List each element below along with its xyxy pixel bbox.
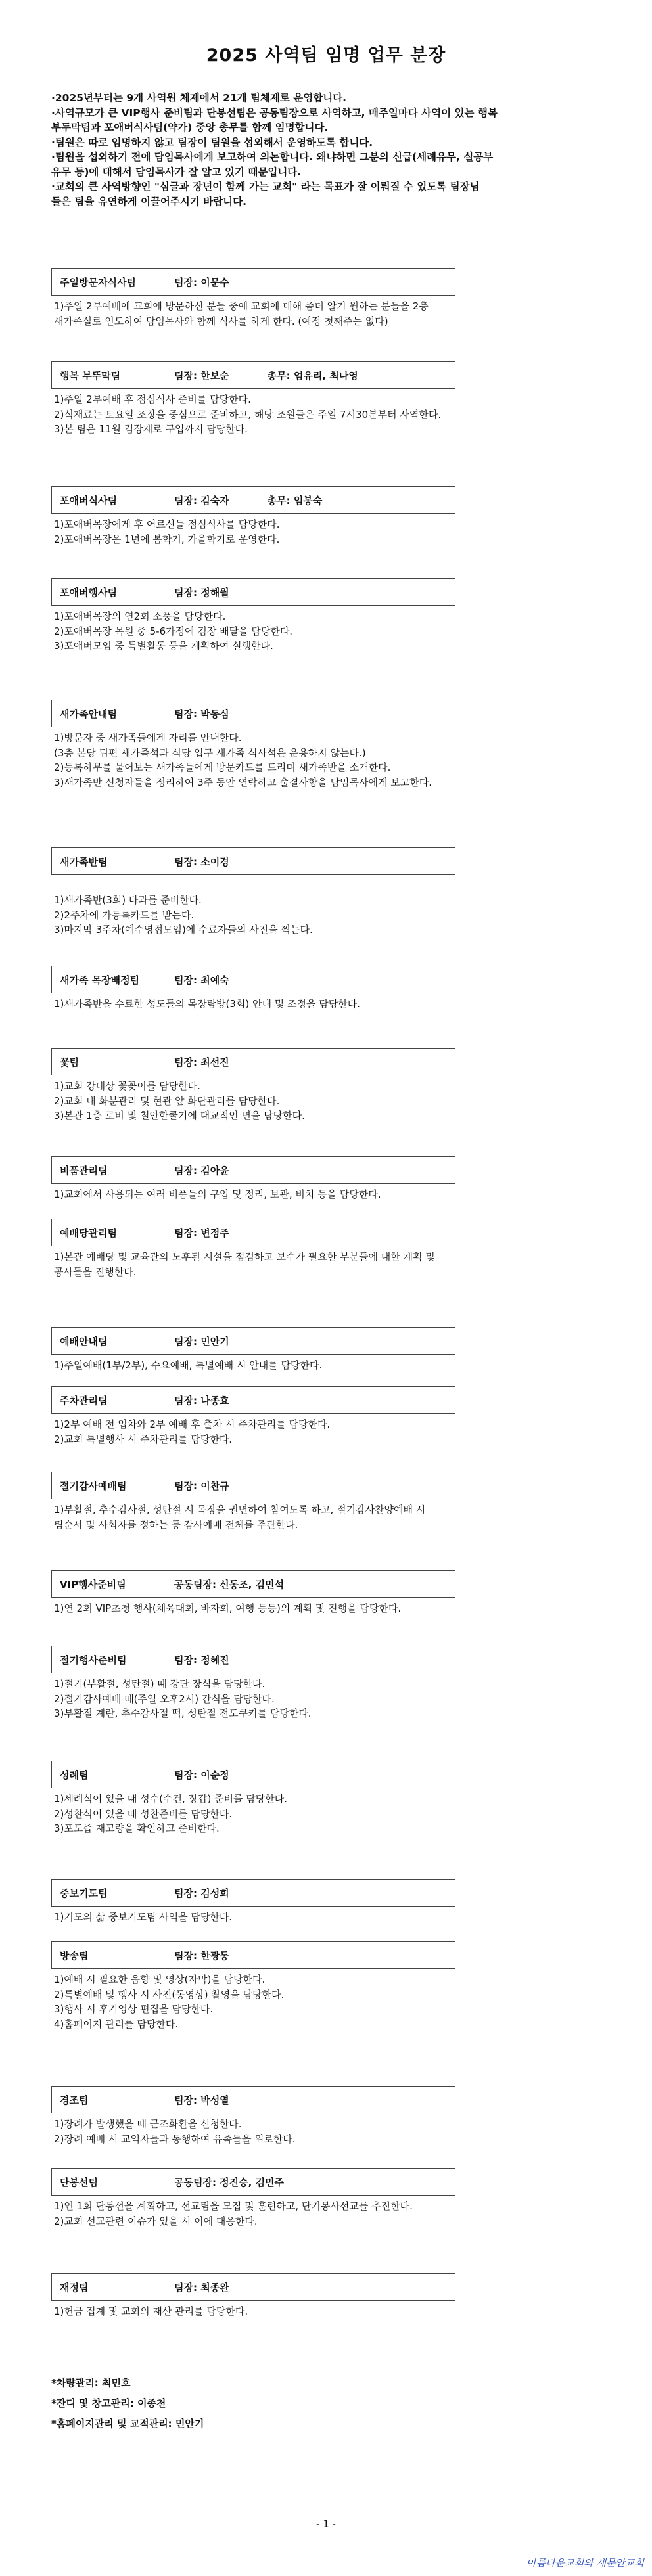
intro-line: 들은 팀을 유연하게 이끌어주시기 바랍니다. bbox=[51, 195, 246, 208]
team-header bbox=[51, 578, 455, 606]
duty-line: 새가족실로 인도하여 담임목사와 함께 식사를 하게 한다. (예정 첫째주는 없다) bbox=[54, 315, 388, 327]
duty-line: 2)성찬식이 있을 때 성찬준비를 담당한다. bbox=[54, 1807, 233, 1820]
duty-line: 2)교회 특별행사 시 주차관리를 담당한다. bbox=[54, 1433, 233, 1445]
team-header bbox=[51, 2086, 455, 2113]
team-leader: 팀장: 나종효 bbox=[174, 1394, 229, 1407]
duty-line: 2)교회 선교관련 이슈가 있을 시 이에 대응한다. bbox=[54, 2215, 258, 2227]
duty-line: 2)절기감사예배 때(주일 오후2시) 간식을 담당한다. bbox=[54, 1692, 275, 1705]
team-leader: 팀장: 최예숙 bbox=[174, 974, 229, 986]
team-header bbox=[51, 1219, 455, 1246]
duty-line: 2)식재료는 토요일 조장을 중심으로 준비하고, 해당 조원들은 주일 7시30분부터 사역한다. bbox=[54, 408, 442, 420]
team-block bbox=[51, 966, 601, 1012]
intro-line: 부두막팀과 포애버식사팀(약가) 중앙 총무를 함께 임명합니다. bbox=[51, 122, 329, 133]
team-leader: 팀장: 김아윤 bbox=[174, 1164, 229, 1177]
footer-note: *홈페이지관리 및 교적관리: 민안기 bbox=[51, 2418, 204, 2429]
team-duties bbox=[51, 299, 601, 328]
team-header bbox=[51, 1386, 455, 1414]
team-duties bbox=[51, 1250, 601, 1279]
duty-line: 1)방문자 중 새가족들에게 자리를 안내한다. bbox=[54, 732, 242, 744]
duty-line: 2)장례 예배 시 교역자들과 동행하여 유족들을 위로한다. bbox=[54, 2133, 296, 2145]
team-leader: 팀장: 김성희 bbox=[174, 1887, 229, 1899]
team-duties bbox=[51, 2117, 601, 2146]
team-header bbox=[51, 486, 455, 514]
team-leader: 팀장: 박성열 bbox=[174, 2094, 229, 2106]
team-block bbox=[51, 486, 601, 547]
team-block bbox=[51, 1570, 601, 1616]
team-header bbox=[51, 1156, 455, 1184]
duty-line: 1)장례가 발생했을 때 근조화환을 신청한다. bbox=[54, 2118, 242, 2130]
team-block bbox=[51, 2168, 601, 2228]
team-duties bbox=[51, 1972, 601, 2031]
team-block bbox=[51, 1761, 601, 1836]
team-header bbox=[51, 966, 455, 993]
duty-line: 3)새가족반 신청자들을 정리하여 3주 동안 연락하고 출결사항을 담임목사에게 보고한다. bbox=[54, 776, 432, 788]
duty-line: 1)본관 예배당 및 교육관의 노후된 시설을 점검하고 보수가 필요한 부분들에 대한 계획 및 bbox=[54, 1251, 435, 1263]
footer-note: *차량관리: 최민호 bbox=[51, 2377, 131, 2389]
team-block bbox=[51, 1472, 601, 1532]
team-name: 비품관리팀 bbox=[60, 1164, 108, 1177]
duty-line: 1)포애버목장의 연2회 소풍을 담당한다. bbox=[54, 610, 226, 622]
team-name: 행복 부뚜막팀 bbox=[60, 369, 121, 382]
duty-line: (3층 본당 뒤편 새가족석과 식당 입구 새가족 식사석은 운용하지 않는다.) bbox=[54, 746, 366, 759]
team-duties bbox=[51, 1079, 601, 1123]
team-block bbox=[51, 847, 601, 938]
team-name: 방송팀 bbox=[60, 1949, 89, 1962]
team-name: 주일방문자식사팀 bbox=[60, 276, 136, 288]
team-leader: 팀장: 이순정 bbox=[174, 1769, 229, 1781]
team-duties bbox=[51, 1358, 601, 1373]
team-name: VIP행사준비팀 bbox=[60, 1578, 126, 1591]
team-block bbox=[51, 578, 601, 654]
team-duties bbox=[51, 517, 601, 547]
intro-line: ·2025년부터는 9개 사역원 체제에서 21개 팀체제로 운영합니다. bbox=[51, 92, 347, 104]
team-duties bbox=[51, 392, 601, 437]
team-name: 절기감사예배팀 bbox=[60, 1480, 127, 1492]
team-duties bbox=[51, 2304, 601, 2319]
intro-line: ·팀원은 따로 임명하지 않고 팀장이 팀원을 섭외해서 운영하도록 합니다. bbox=[51, 136, 373, 148]
team-leader: 팀장: 이찬규 bbox=[174, 1480, 229, 1492]
team-duties bbox=[51, 1910, 601, 1925]
duty-line: 1)절기(부활절, 성탄절) 때 강단 장식을 담당한다. bbox=[54, 1678, 266, 1690]
duty-line: 3)포도즙 재고량을 확인하고 준비한다. bbox=[54, 1822, 220, 1834]
team-duties bbox=[51, 2199, 601, 2228]
team-leader: 공동팀장: 신동조, 김민석 bbox=[174, 1578, 285, 1591]
team-header bbox=[51, 2168, 455, 2196]
team-duties bbox=[51, 1601, 601, 1616]
footer-note: *잔디 및 창고관리: 이종천 bbox=[51, 2397, 166, 2409]
duty-line: 4)홈페이지 관리를 담당한다. bbox=[54, 2018, 179, 2030]
team-header bbox=[51, 1646, 455, 1673]
intro-line: ·사역규모가 큰 VIP행사 준비팀과 단봉선팀은 공동팀장으로 사역하고, 매주일마다 사역이 있는 행복 bbox=[51, 106, 498, 119]
duty-line: 1)세례식이 있을 때 성수(수건, 장갑) 준비를 담당한다. bbox=[54, 1793, 288, 1805]
intro-line: 유무 등)에 대해서 담임목사가 잘 알고 있기 때문입니다. bbox=[51, 166, 302, 178]
team-block bbox=[51, 1386, 601, 1447]
team-header bbox=[51, 268, 455, 296]
duty-line: 3)행사 시 후기영상 편집을 담당한다. bbox=[54, 2003, 214, 2015]
intro-notes bbox=[51, 91, 601, 209]
team-name: 단봉선팀 bbox=[60, 2176, 98, 2188]
team-header bbox=[51, 1761, 455, 1788]
intro-line: ·팀원을 섭외하기 전에 담임목사에게 보고하여 의논합니다. 왜냐하면 그분의 신급(세례유무, 실공부 bbox=[51, 151, 494, 163]
duty-line: 공사들을 진행한다. bbox=[54, 1265, 137, 1278]
duty-line: 팀순서 및 사회자를 정하는 등 감사예배 전체를 주관한다. bbox=[54, 1518, 298, 1531]
team-secretary: 총무: 엄유리, 최나영 bbox=[267, 369, 358, 382]
duty-line: 1)포애버목장에게 후 어르신들 점심식사를 담당한다. bbox=[54, 518, 280, 530]
duty-line: 3)포애버모임 중 특별활동 등을 계획하여 실행한다. bbox=[54, 640, 273, 652]
duty-line: 3)본 팀은 11월 김장재로 구입까지 담당한다. bbox=[54, 423, 248, 435]
team-leader: 팀장: 최선진 bbox=[174, 1056, 229, 1068]
team-duties bbox=[51, 1187, 601, 1202]
team-name: 예배당관리팀 bbox=[60, 1227, 117, 1239]
duty-line: 1)교회에서 사용되는 여러 비품들의 구입 및 정리, 보관, 비치 등을 담당한다. bbox=[54, 1188, 381, 1200]
duty-line: 3)본관 1층 로비 및 철안한쿨기에 대교적인 면을 담당한다. bbox=[54, 1110, 305, 1121]
team-block bbox=[51, 2086, 601, 2146]
duty-line: 1)주일예배(1부/2부), 수요예배, 특별예배 시 안내를 담당한다. bbox=[54, 1359, 323, 1371]
team-name: 꽃팀 bbox=[60, 1056, 79, 1068]
team-block bbox=[51, 1327, 601, 1373]
team-header bbox=[51, 361, 455, 389]
duty-line: 2)등록하무를 물어보는 새가족들에게 방문카드를 드리며 새가족반을 소개한다. bbox=[54, 761, 391, 773]
duty-line bbox=[54, 878, 601, 893]
team-name: 새가족안내팀 bbox=[60, 708, 117, 720]
team-header bbox=[51, 1879, 455, 1907]
page-number: - 1 - bbox=[316, 2518, 336, 2530]
team-header bbox=[51, 1327, 455, 1355]
duty-line: 1)연 2회 VIP초청 행사(체육대회, 바자회, 여행 등등)의 계획 및 진행을 담당한다. bbox=[54, 1602, 402, 1614]
team-duties bbox=[51, 1792, 601, 1836]
duty-line: 1)새가족반(3회) 다과를 준비한다. bbox=[54, 894, 202, 906]
team-block bbox=[51, 1879, 601, 1925]
team-leader: 팀장: 김숙자 bbox=[174, 494, 229, 507]
team-leader: 팀장: 민안기 bbox=[174, 1335, 229, 1347]
team-duties bbox=[51, 1503, 601, 1532]
duty-line: 1)주일 2부예배에 교회에 방문하신 분들 중에 교회에 대해 좀더 알기 원하는 분들을 2층 bbox=[54, 300, 429, 312]
duty-line: 2)교회 내 화분관리 및 현관 앞 화단관리를 담당한다. bbox=[54, 1095, 280, 1107]
intro-line: ·교회의 큰 사역방향인 "심글과 장년이 함께 가는 교회" 라는 목표가 잘 이뤄질 수 있도록 팀장님 bbox=[51, 181, 480, 192]
team-block bbox=[51, 1941, 601, 2031]
duty-line: 1)연 1회 단봉선을 계획하고, 선교팀을 모집 및 훈련하고, 단기봉사선교를 추진한다. bbox=[54, 2200, 413, 2212]
team-header bbox=[51, 2273, 455, 2301]
duty-line: 1)예배 시 필요한 음향 및 영상(자막)을 담당한다. bbox=[54, 1974, 266, 1985]
team-name: 재정팀 bbox=[60, 2281, 89, 2294]
team-block bbox=[51, 2273, 601, 2319]
team-leader: 팀장: 박동심 bbox=[174, 708, 229, 720]
team-leader: 공동팀장: 정진승, 김민주 bbox=[174, 2176, 285, 2188]
team-name: 성례팀 bbox=[60, 1769, 89, 1781]
team-name: 예배안내팀 bbox=[60, 1335, 108, 1347]
team-name: 새가족 목장배정팀 bbox=[60, 974, 140, 986]
duty-line: 1)주일 2부예배 후 점심식사 준비를 담당한다. bbox=[54, 394, 251, 405]
team-secretary: 총무: 임봉숙 bbox=[267, 494, 323, 507]
duty-line: 1)교회 강대상 꽃꽂이를 담당한다. bbox=[54, 1080, 200, 1092]
team-duties bbox=[51, 731, 601, 790]
team-name: 주차관리팀 bbox=[60, 1394, 108, 1407]
duty-line: 2)2주차에 가등록카드를 받는다. bbox=[54, 909, 195, 921]
duty-line: 1)2부 예배 전 입차와 2부 예배 후 출차 시 주차관리를 담당한다. bbox=[54, 1418, 331, 1430]
team-name: 중보기도팀 bbox=[60, 1887, 108, 1899]
team-duties bbox=[51, 1417, 601, 1447]
footer-notes bbox=[51, 2373, 204, 2434]
duty-line: 2)포애버목장은 1년에 봄학기, 가을학기로 운영한다. bbox=[54, 533, 280, 545]
watermark-stamp: 아름다운교회와 새문안교회 bbox=[526, 2557, 644, 2569]
team-leader: 팀장: 최종완 bbox=[174, 2281, 229, 2294]
team-header bbox=[51, 1472, 455, 1499]
team-leader: 팀장: 한광동 bbox=[174, 1949, 229, 1962]
team-leader: 팀장: 한보순 bbox=[174, 369, 229, 382]
team-name: 새가족반팀 bbox=[60, 855, 108, 868]
duty-line: 1)부활절, 추수감사절, 성탄절 시 목장을 권면하여 참여도록 하고, 절기감사찬양예배 시 bbox=[54, 1504, 426, 1516]
team-block bbox=[51, 361, 601, 437]
team-leader: 팀장: 정해월 bbox=[174, 586, 229, 599]
team-name: 경조팀 bbox=[60, 2094, 89, 2106]
team-name: 포애버식사팀 bbox=[60, 494, 117, 507]
team-block bbox=[51, 1048, 601, 1123]
duty-line: 2)포애버목장 목원 중 5-6가정에 김장 배달을 담당한다. bbox=[54, 625, 293, 637]
team-name: 절기행사준비팀 bbox=[60, 1654, 127, 1666]
team-leader: 팀장: 정혜진 bbox=[174, 1654, 229, 1666]
team-duties bbox=[51, 997, 601, 1012]
duty-line: 1)헌금 집계 및 교회의 재산 관리를 담당한다. bbox=[54, 2305, 248, 2317]
team-block bbox=[51, 1219, 601, 1279]
team-name: 포애버행사팀 bbox=[60, 586, 117, 599]
team-block bbox=[51, 1156, 601, 1202]
team-header bbox=[51, 847, 455, 875]
duty-line: 2)특별예배 및 행사 시 사진(동영상) 촬영을 담당한다. bbox=[54, 1988, 285, 2000]
duty-line: 1)기도의 삶 중보기도팀 사역을 담당한다. bbox=[54, 1911, 233, 1923]
team-duties bbox=[51, 878, 601, 938]
team-header bbox=[51, 700, 455, 727]
duty-line: 3)부활절 계란, 추수감사절 떡, 성탄절 전도쿠키를 담당한다. bbox=[54, 1707, 312, 1719]
team-leader: 팀장: 소이경 bbox=[174, 855, 229, 868]
page-title: 2025 사역팀 임명 업무 분장 bbox=[206, 45, 446, 66]
duty-line: 3)마지막 3주차(예수영접모임)에 수료자들의 사진을 찍는다. bbox=[54, 924, 313, 936]
team-duties bbox=[51, 609, 601, 654]
team-duties bbox=[51, 1677, 601, 1721]
team-block bbox=[51, 1646, 601, 1721]
team-leader: 팀장: 변정주 bbox=[174, 1227, 229, 1239]
team-header bbox=[51, 1048, 455, 1075]
team-header bbox=[51, 1570, 455, 1598]
team-block bbox=[51, 268, 601, 328]
team-leader: 팀장: 이문수 bbox=[174, 276, 229, 288]
team-block bbox=[51, 700, 601, 790]
team-header bbox=[51, 1941, 455, 1969]
duty-line: 1)새가족반을 수료한 성도들의 목장탐방(3회) 안내 및 조정을 담당한다. bbox=[54, 998, 361, 1010]
